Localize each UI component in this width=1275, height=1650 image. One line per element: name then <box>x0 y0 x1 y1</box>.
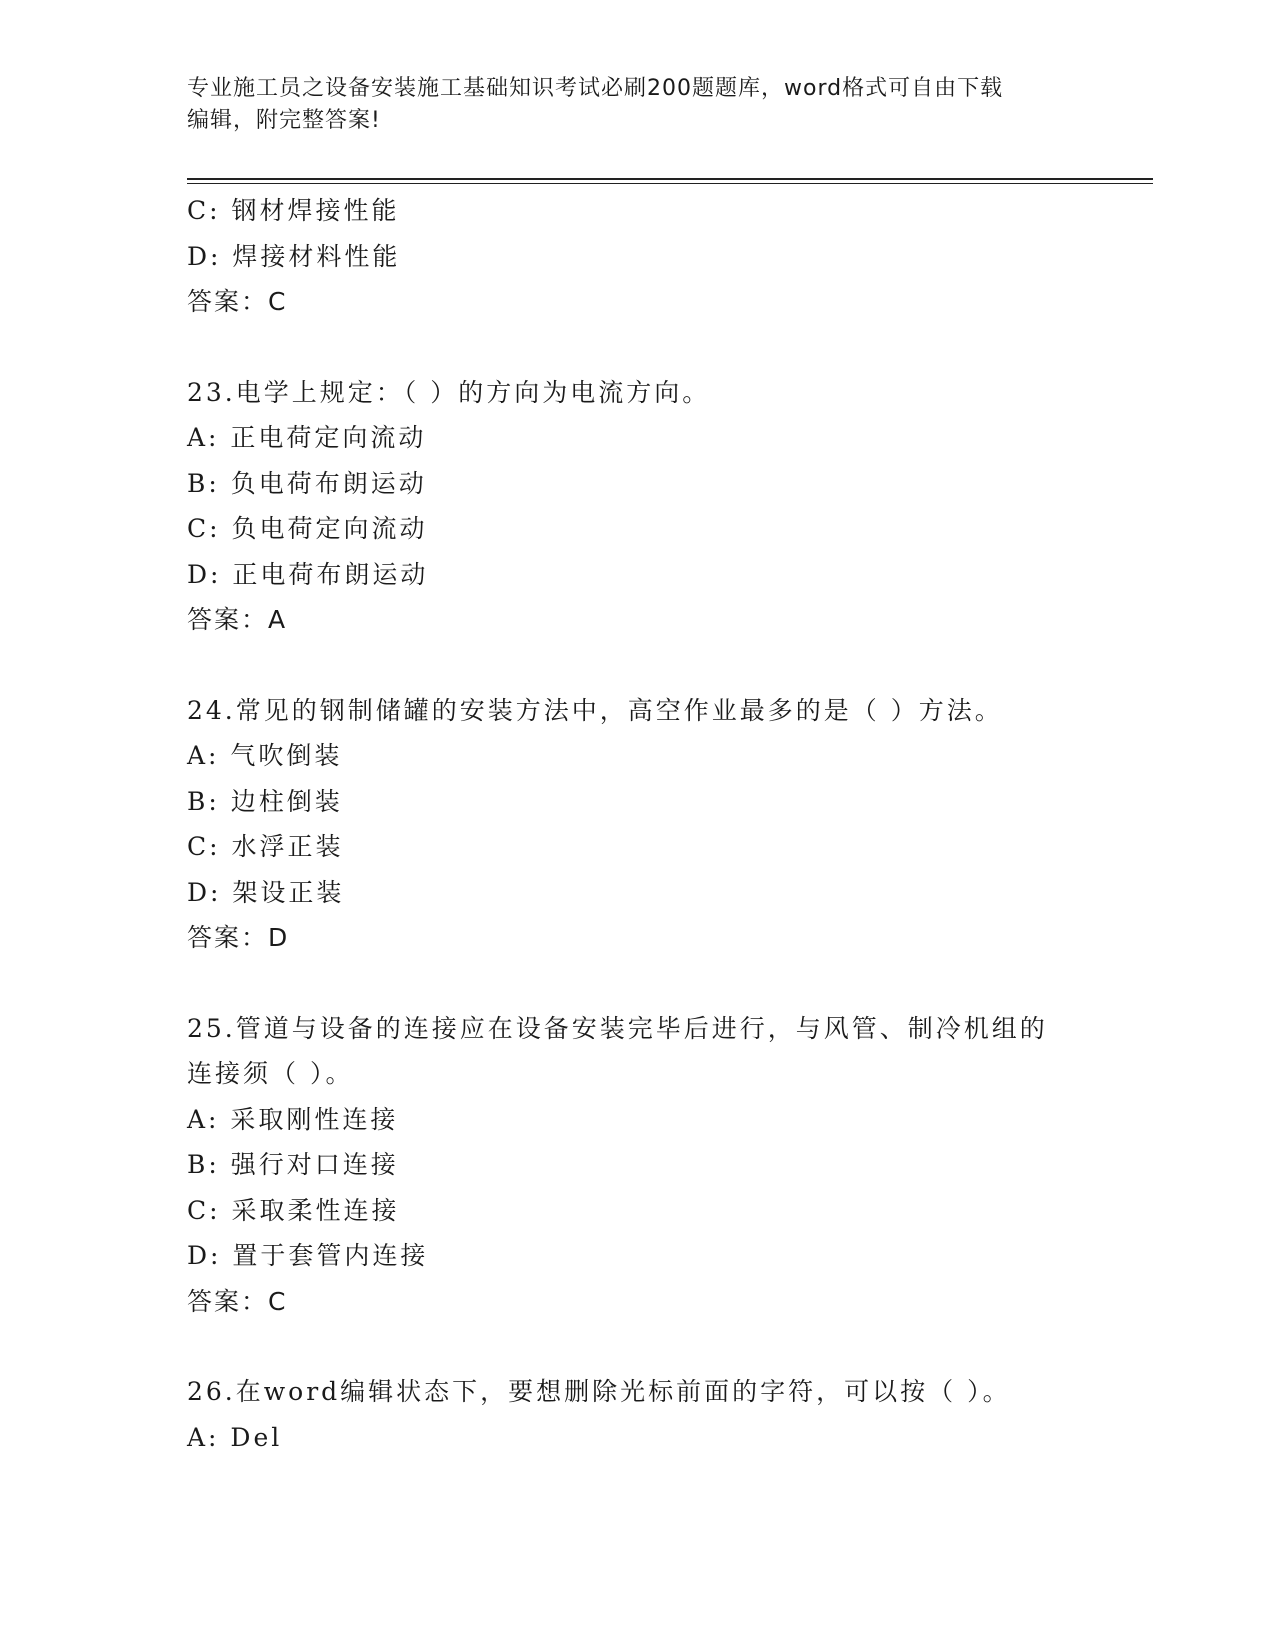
option-c: C: 钢材焊接性能 <box>187 196 400 225</box>
question-26 <box>187 1369 1107 1460</box>
question-title: 23.电学上规定：（ ）的方向为电流方向。 <box>187 377 711 407</box>
question-title-line-1: 25.管道与设备的连接应在设备安装完毕后进行，与风管、制冷机组的 <box>187 1013 1048 1043</box>
question-list <box>187 188 1107 1460</box>
header-divider-bottom <box>187 183 1153 184</box>
option-b: B: 负电荷布朗运动 <box>187 468 427 498</box>
question-23 <box>187 370 1107 643</box>
question-title: 26.在word编辑状态下，要想删除光标前面的字符，可以按（ ）。 <box>187 1377 1011 1406</box>
option-d: D: 置于套管内连接 <box>187 1241 429 1270</box>
option-a: A: 采取刚性连接 <box>187 1104 399 1134</box>
option-a: A: 气吹倒装 <box>187 741 343 770</box>
document-header <box>187 73 1087 137</box>
option-c: C: 负电荷定向流动 <box>187 514 428 543</box>
answer-label: 答案：C <box>187 287 288 316</box>
answer-label: 答案：C <box>187 1286 288 1316</box>
question-24 <box>187 688 1107 961</box>
option-c: C: 采取柔性连接 <box>187 1195 400 1225</box>
answer-label: 答案：D <box>187 923 290 952</box>
option-a: A: 正电荷定向流动 <box>187 423 427 452</box>
question-22-partial <box>187 188 1107 325</box>
question-25 <box>187 1006 1107 1325</box>
option-d: D: 架设正装 <box>187 877 345 907</box>
option-a: A: Del <box>187 1422 283 1452</box>
option-d: D: 焊接材料性能 <box>187 241 401 271</box>
option-b: B: 边柱倒装 <box>187 786 343 816</box>
header-line-2: 编辑，附完整答案! <box>187 108 381 133</box>
answer-label: 答案：A <box>187 605 288 634</box>
question-title-line-2: 连接须（ ）。 <box>187 1059 354 1088</box>
question-title: 24.常见的钢制储罐的安装方法中，高空作业最多的是（ ）方法。 <box>187 695 1003 725</box>
header-divider-top <box>187 178 1153 180</box>
option-b: B: 强行对口连接 <box>187 1150 399 1179</box>
option-d: D: 正电荷布朗运动 <box>187 559 429 589</box>
header-line-1: 专业施工员之设备安装施工基础知识考试必刷200题题库，word格式可自由下载 <box>187 76 1004 101</box>
option-c: C: 水浮正装 <box>187 832 344 861</box>
